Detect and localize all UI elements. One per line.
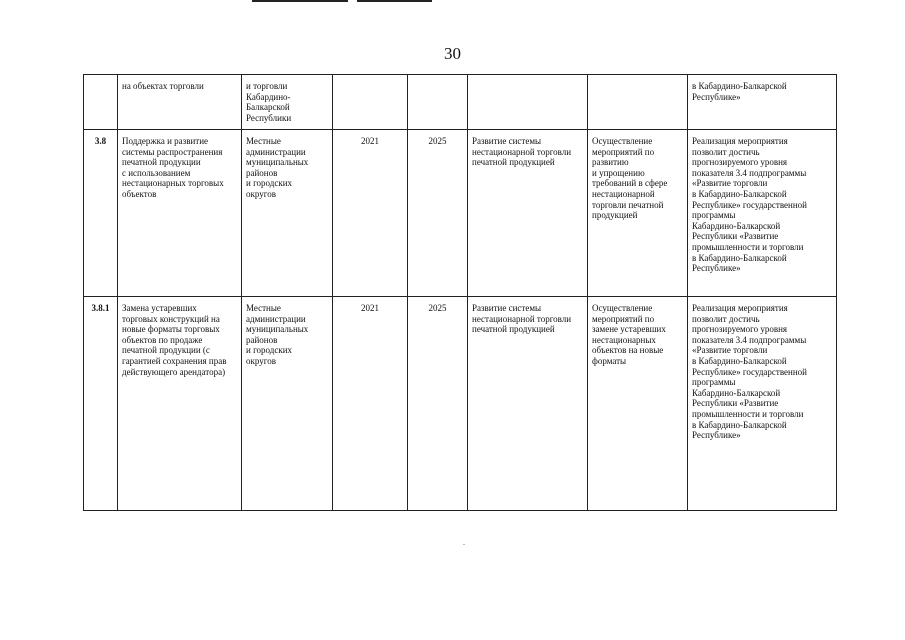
activity-name: Замена устаревших торговых конструкций на новые форматы торговых объектов по продаже печатной продукции (с гарантией сохранения прав действующего арендатора): [118, 297, 242, 511]
year-end: 2025: [408, 297, 468, 511]
expected-result: Развитие системы нестационарной торговли печатной продукцией: [468, 130, 588, 297]
scan-top-mark-right: [357, 0, 432, 2]
expected-result: [468, 75, 588, 130]
activity-content: [588, 75, 688, 130]
year-start: 2021: [333, 130, 408, 297]
activity-name: Поддержка и развитие системы распространения печатной продукции с использованием нестационарных торговых объектов: [118, 130, 242, 297]
scan-top-mark-left: [252, 0, 348, 2]
page-number: 30: [444, 44, 461, 63]
activity-name: на объектах торговли: [118, 75, 242, 130]
indicator-link: в Кабардино-Балкарской Республике»: [688, 75, 837, 130]
table-row: [84, 130, 837, 297]
activities-table: [83, 74, 837, 511]
row-number: [84, 75, 118, 130]
indicator-link: Реализация мероприятия позволит достичь прогнозируемого уровня показателя 3.4 подпрограммы «Развитие торговли в Кабардино-Балкарской Республике» государственной программы Кабардино-Балкарской Республики «Развитие промышленности и торговли в Кабардино-Балкарской Республике»: [688, 297, 837, 511]
executor: Местные администрации муниципальных районов и городских округов: [242, 297, 333, 511]
row-number: 3.8.1: [84, 297, 118, 511]
year-start: [333, 75, 408, 130]
scan-speck: [463, 544, 465, 545]
year-start: 2021: [333, 297, 408, 511]
activity-content: Осуществление мероприятий по развитию и упрощению требований в сфере нестационарной торговли печатной продукцией: [588, 130, 688, 297]
year-end: 2025: [408, 130, 468, 297]
executor: Местные администрации муниципальных районов и городских округов: [242, 130, 333, 297]
activity-content: Осуществление мероприятий по замене устаревших нестационарных объектов на новые форматы: [588, 297, 688, 511]
expected-result: Развитие системы нестационарной торговли печатной продукцией: [468, 297, 588, 511]
row-number: 3.8: [84, 130, 118, 297]
year-end: [408, 75, 468, 130]
table-row: [84, 75, 837, 130]
table-row: [84, 297, 837, 511]
executor: и торговли Кабардино- Балкарской Республики: [242, 75, 333, 130]
indicator-link: Реализация мероприятия позволит достичь прогнозируемого уровня показателя 3.4 подпрограммы «Развитие торговли в Кабардино-Балкарской Республике» государственной программы Кабардино-Балкарской Республики «Развитие промышленности и торговли в Кабардино-Балкарской Республике»: [688, 130, 837, 297]
